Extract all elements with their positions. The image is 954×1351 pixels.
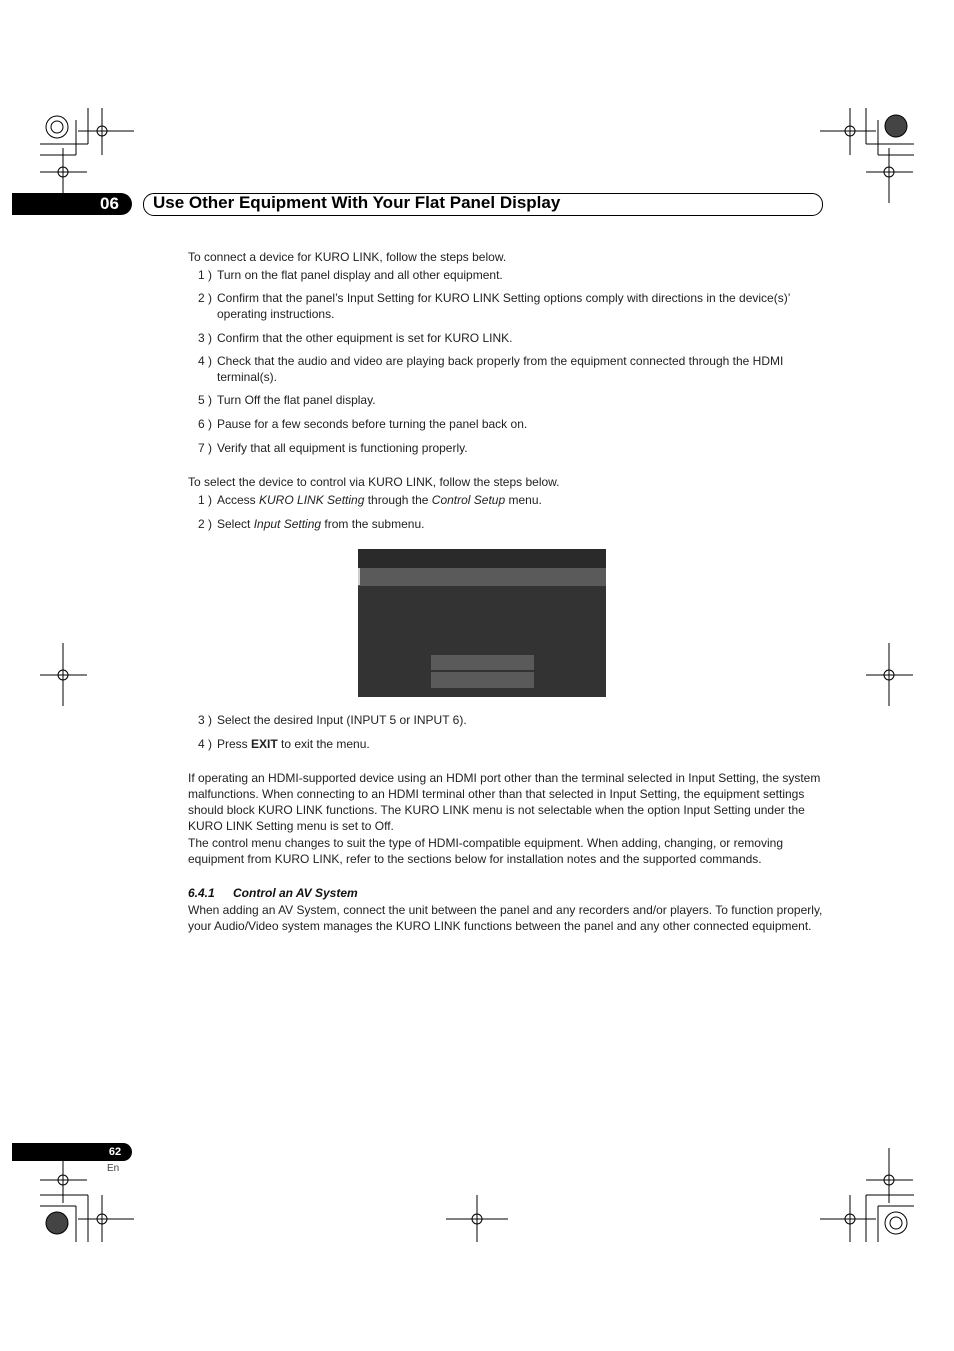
menu-name: Input Setting — [253, 517, 322, 531]
step-number: 6 ) — [198, 417, 213, 431]
step-text: Turn Off the flat panel display. — [217, 393, 376, 407]
list-item — [198, 712, 823, 728]
step-number: 4 ) — [198, 354, 213, 368]
step-number: 2 ) — [198, 517, 213, 531]
menu-title-bar — [358, 549, 606, 568]
step-text — [217, 492, 823, 508]
menu-option-box — [431, 655, 534, 670]
subsection-number: 6.4.1 — [188, 886, 215, 900]
step-number: 5 ) — [198, 393, 213, 407]
step-number: 2 ) — [198, 291, 213, 305]
section2-intro: To select the device to control via KURO LINK, follow the steps below. — [188, 475, 560, 489]
subsection-body: When adding an AV System, connect the unit between the panel and any recorders and/or players. To function properly, your Audio/Video system manages the KURO LINK functions between the panel and any other connected equipment. — [188, 903, 823, 933]
note-paragraph: The control menu changes to suit the type of HDMI-compatible equipment. When adding, changing, or removing equipment from KURO LINK, refer to the sections below for installation notes and the supported commands. — [188, 836, 783, 866]
menu-option-box — [431, 672, 534, 688]
step-number: 3 ) — [198, 331, 213, 345]
menu-name: Control Setup — [431, 493, 506, 507]
step-text: Pause for a few seconds before turning the panel back on. — [217, 417, 528, 431]
text-run: to exit the menu. — [277, 737, 370, 751]
menu-name: KURO LINK Setting — [259, 493, 365, 507]
subsection-heading — [188, 886, 358, 900]
list-item — [198, 416, 823, 432]
list-item — [198, 516, 823, 532]
key-name: EXIT — [251, 737, 278, 751]
step-number: 4 ) — [198, 737, 213, 751]
list-item — [198, 330, 823, 346]
menu-cursor — [358, 568, 360, 585]
language-code: En — [107, 1163, 120, 1174]
list-item — [198, 736, 823, 752]
step-text — [217, 516, 823, 532]
step-text: Select the desired Input (INPUT 5 or INPUT 6). — [217, 713, 467, 727]
step-text: Confirm that the other equipment is set for KURO LINK. — [217, 331, 513, 345]
text-run: Access — [217, 493, 260, 507]
list-item — [198, 290, 823, 321]
list-item — [198, 392, 823, 408]
subsection-title: Control an AV System — [233, 886, 358, 900]
list-item — [198, 440, 823, 456]
list-item — [198, 492, 823, 508]
chapter-number: 06 — [100, 194, 119, 213]
menu-selected-row — [358, 568, 606, 586]
list-item — [198, 267, 823, 283]
page-number: 62 — [108, 1146, 122, 1158]
step-text: Verify that all equipment is functioning properly. — [217, 441, 468, 455]
step-number: 3 ) — [198, 713, 213, 727]
step-number: 1 ) — [198, 268, 213, 282]
section1-intro: To connect a device for KURO LINK, follow the steps below. — [188, 250, 507, 264]
text-run: menu. — [505, 493, 542, 507]
step-text: Check that the audio and video are playing back properly from the equipment connected through the HDMI terminal(s). — [217, 354, 784, 384]
menu-screenshot — [358, 549, 606, 697]
step-number: 7 ) — [198, 441, 213, 455]
step-text: Confirm that the panel’s Input Setting for KURO LINK Setting options comply with directions in the device(s)’ operating instructions. — [217, 291, 790, 321]
list-item — [198, 353, 823, 384]
note-paragraph: If operating an HDMI-supported device using an HDMI port other than the terminal selected in Input Setting, the system malfunctions. When connecting to an HDMI terminal other than that selected in Input Setting, the equipment settings should block KURO LINK functions. The KURO LINK menu is not selectable when the option Input Setting under the KURO LINK Setting menu is set to Off. — [188, 771, 821, 833]
page-title: Use Other Equipment With Your Flat Panel Display — [153, 193, 561, 212]
text-run: Select — [217, 517, 254, 531]
step-text: Turn on the flat panel display and all other equipment. — [217, 268, 503, 282]
text-run: from the submenu. — [321, 517, 425, 531]
text-run: Press — [217, 737, 252, 751]
step-number: 1 ) — [198, 493, 213, 507]
step-text — [217, 736, 823, 752]
text-run: through the — [364, 493, 432, 507]
